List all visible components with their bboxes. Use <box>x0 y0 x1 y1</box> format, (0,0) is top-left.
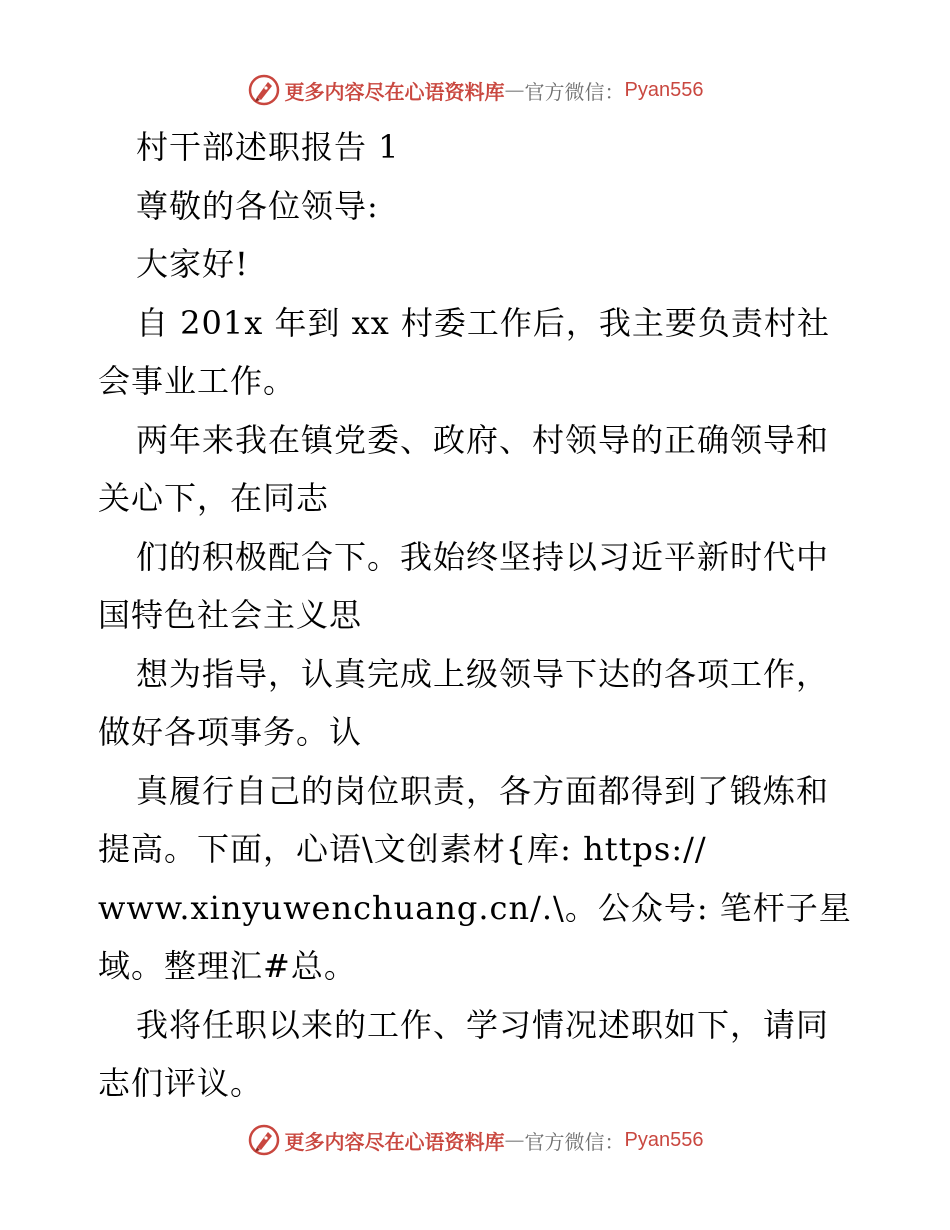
banner-wechat-id: Pyan556 <box>624 1128 704 1151</box>
text-line: 国特色社会主义思 <box>98 596 363 634</box>
footer-banner-text <box>285 1126 704 1155</box>
text-line: 关心下，在同志 <box>98 479 330 517</box>
banner-wechat-label: 官方微信： <box>524 1129 625 1154</box>
text-line: 我将任职以来的工作、学习情况述职如下，请同 <box>136 1005 830 1044</box>
text-line: 志们评议。 <box>98 1064 264 1102</box>
document-body <box>98 118 858 1113</box>
text-line: 真履行自己的岗位职责，各方面都得到了锻炼和 <box>136 771 830 810</box>
text-line: 提高。下面，心语\文创素材{库: https:// <box>98 830 707 868</box>
text-line: 大家好! <box>136 245 249 283</box>
banner-wechat-label: 官方微信： <box>524 79 625 104</box>
text-line: 域。整理汇#总。 <box>98 947 357 985</box>
text-line: 自 201x 年到 xx 村委工作后，我主要负责村社 <box>136 303 830 342</box>
text-line: 村干部述职报告 1 <box>136 128 400 166</box>
footer-banner <box>0 1120 950 1160</box>
text-line: www.xinyuwenchuang.cn/.\。公众号: 笔杆子星 <box>98 888 852 927</box>
text-line: 做好各项事务。认 <box>98 713 363 751</box>
banner-main-text: 更多内容尽在心语资料库 <box>284 1129 505 1154</box>
banner-dash: — <box>504 1128 525 1152</box>
banner-dash: — <box>504 78 525 102</box>
text-line: 们的积极配合下。我始终坚持以习近平新时代中 <box>136 537 830 576</box>
pen-nib-logo-icon <box>247 1123 281 1157</box>
header-banner-text <box>285 76 704 105</box>
text-line: 尊敬的各位领导: <box>136 186 379 225</box>
banner-main-text: 更多内容尽在心语资料库 <box>284 79 505 104</box>
text-line: 两年来我在镇党委、政府、村领导的正确领导和 <box>136 420 830 459</box>
banner-wechat-id: Pyan556 <box>624 78 704 101</box>
header-banner <box>0 70 950 110</box>
text-line: 想为指导，认真完成上级领导下达的各项工作， <box>136 654 830 693</box>
text-line: 会事业工作。 <box>98 362 297 400</box>
pen-nib-logo-icon <box>247 73 281 107</box>
